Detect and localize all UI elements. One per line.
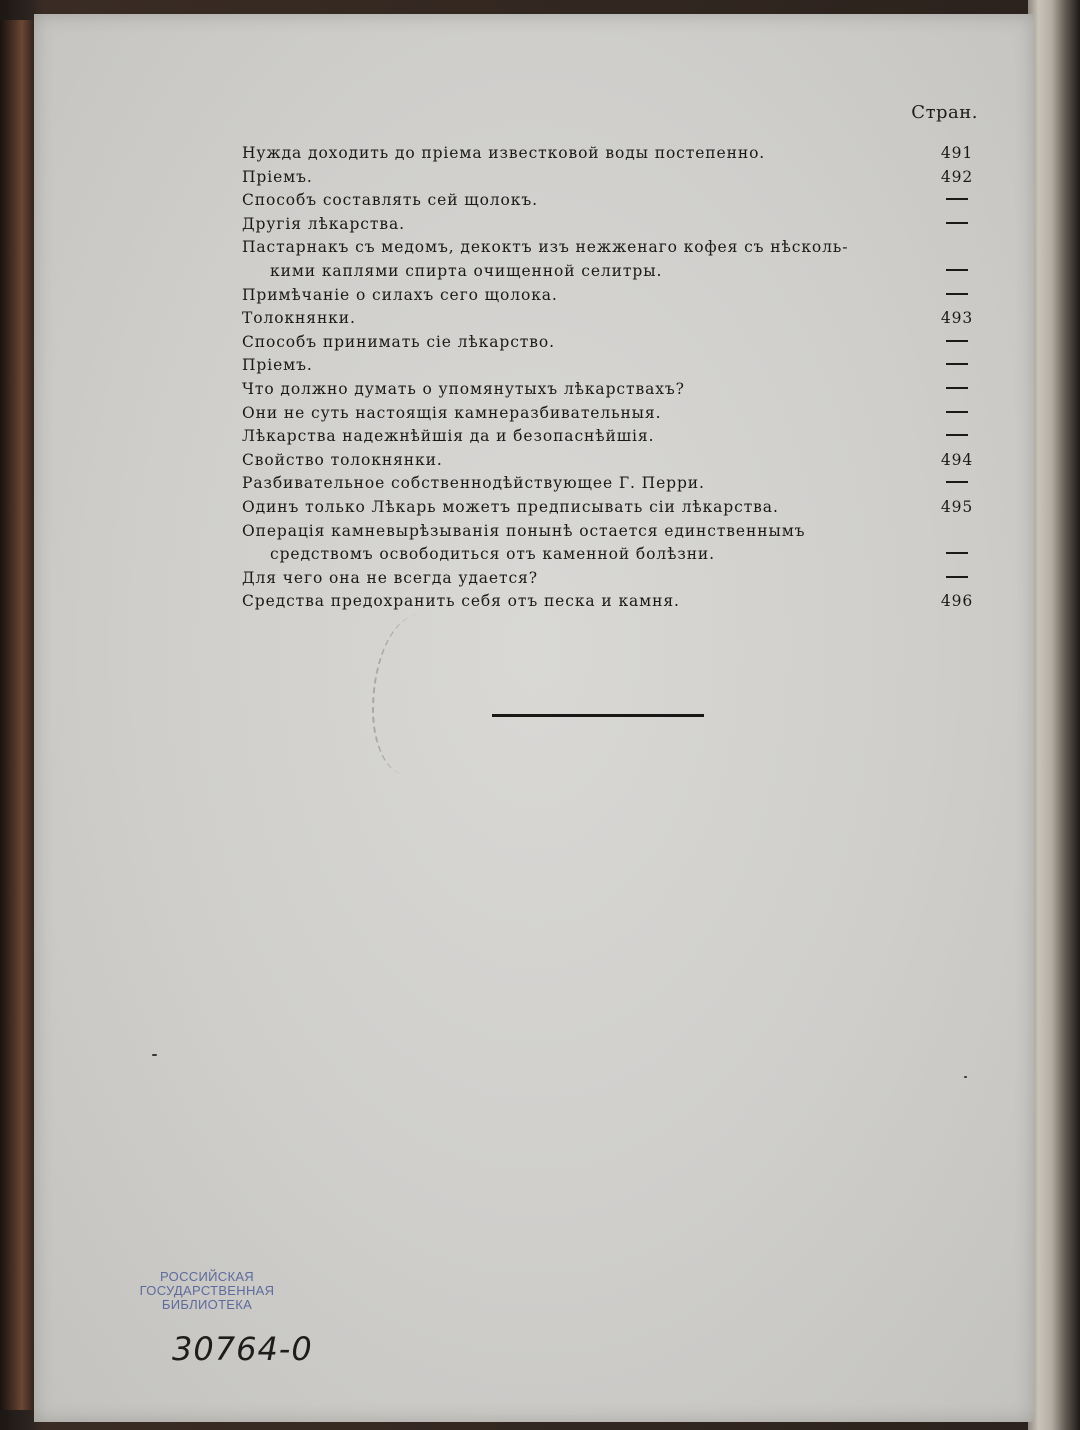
ink-speck bbox=[152, 1054, 157, 1056]
toc-entry-text: Разбивательное собственнодѣйствующее Г. Перри. bbox=[242, 474, 705, 493]
ditto-dash bbox=[946, 198, 968, 200]
toc-entry-page: 495 bbox=[940, 497, 974, 516]
toc-row bbox=[242, 284, 982, 308]
toc-row bbox=[242, 142, 982, 166]
toc-row bbox=[242, 166, 982, 190]
toc-entry-page bbox=[932, 189, 982, 213]
ditto-dash bbox=[946, 411, 968, 413]
toc-entry-text: Пріемъ. bbox=[242, 356, 313, 375]
toc-entry-page bbox=[932, 331, 982, 355]
toc-row bbox=[242, 331, 982, 355]
toc-entry-text: Средства предохранить себя отъ песка и камня. bbox=[242, 592, 680, 611]
ditto-dash bbox=[946, 481, 968, 483]
toc-entry-text: Они не суть настоящія камнеразбивательныя. bbox=[242, 403, 662, 422]
ditto-dash bbox=[946, 293, 968, 295]
toc-entry-page bbox=[932, 354, 982, 378]
ditto-dash bbox=[946, 434, 968, 436]
toc-row bbox=[242, 189, 982, 213]
book-binding-right bbox=[1028, 0, 1080, 1430]
toc-row bbox=[242, 590, 982, 614]
table-of-contents bbox=[242, 142, 982, 614]
ditto-dash bbox=[946, 576, 968, 578]
toc-entry-page bbox=[932, 425, 982, 449]
toc-entry-text: Лѣкарства надежнѣйшія да и безопаснѣйшія. bbox=[242, 427, 655, 446]
ditto-dash bbox=[946, 552, 968, 554]
ditto-dash bbox=[946, 387, 968, 389]
toc-entry-page bbox=[932, 472, 982, 496]
toc-row bbox=[242, 449, 982, 473]
toc-row-continuation bbox=[242, 260, 982, 284]
toc-entry-text: Другія лѣкарства. bbox=[242, 214, 405, 233]
toc-entry-page bbox=[932, 543, 982, 567]
stamp-line: РОССИЙСКАЯ bbox=[160, 1269, 254, 1284]
toc-row bbox=[242, 354, 982, 378]
stamp-line: ГОСУДАРСТВЕННАЯ bbox=[139, 1283, 275, 1298]
toc-entry-page bbox=[932, 260, 982, 284]
paper-crease bbox=[372, 614, 454, 774]
book-page bbox=[34, 14, 1034, 1422]
ditto-dash bbox=[946, 340, 968, 342]
toc-row bbox=[242, 236, 982, 260]
toc-entry-page: 494 bbox=[940, 450, 974, 469]
toc-row bbox=[242, 378, 982, 402]
toc-entry-text: Для чего она не всегда удается? bbox=[242, 568, 538, 587]
toc-row bbox=[242, 402, 982, 426]
ink-speck bbox=[964, 1076, 967, 1078]
section-end-rule bbox=[492, 714, 704, 717]
toc-entry-text: Примѣчаніе о силахъ сего щолока. bbox=[242, 285, 558, 304]
toc-row bbox=[242, 520, 982, 544]
toc-entry-page: 496 bbox=[940, 592, 974, 611]
toc-entry-page: 493 bbox=[940, 309, 974, 328]
ditto-dash bbox=[946, 363, 968, 365]
toc-entry-text: Нужда доходить до пріема известковой воды постепенно. bbox=[242, 144, 766, 162]
toc-entry-page bbox=[932, 402, 982, 426]
toc-entry-text: Одинъ только Лѣкарь можетъ предписывать сіи лѣкарства. bbox=[242, 497, 779, 516]
toc-entry-text: Пріемъ. bbox=[242, 167, 313, 186]
toc-entry-text: Свойство толокнянки. bbox=[242, 450, 443, 469]
ditto-dash bbox=[946, 269, 968, 271]
toc-row bbox=[242, 307, 982, 331]
page-column-header: Стран. bbox=[911, 102, 978, 123]
toc-entry-page bbox=[932, 378, 982, 402]
toc-entry-text: средствомъ освободиться отъ каменной болѣзни. bbox=[270, 545, 715, 564]
toc-row-continuation bbox=[242, 543, 982, 567]
toc-row bbox=[242, 213, 982, 237]
ditto-dash bbox=[946, 222, 968, 224]
toc-entry-page: 492 bbox=[940, 167, 974, 186]
toc-row bbox=[242, 472, 982, 496]
toc-entry-page bbox=[932, 284, 982, 308]
toc-entry-page bbox=[932, 213, 982, 237]
toc-entry-text: Толокнянки. bbox=[242, 309, 356, 328]
library-stamp bbox=[132, 1270, 282, 1312]
toc-row bbox=[242, 425, 982, 449]
toc-entry-text: Что должно думать о упомянутыхъ лѣкарствахъ? bbox=[242, 379, 685, 398]
handwritten-shelfmark: 30764-0 bbox=[172, 1330, 313, 1368]
toc-row bbox=[242, 567, 982, 591]
stamp-line: БИБЛИОТЕКА bbox=[161, 1297, 253, 1312]
toc-entry-text: кими каплями спирта очищенной селитры. bbox=[270, 261, 663, 280]
toc-entry-text: Способъ принимать сіе лѣкарство. bbox=[242, 332, 555, 351]
toc-entry-page: 491 bbox=[940, 144, 974, 162]
toc-entry-text: Способъ составлять сей щолокъ. bbox=[242, 191, 538, 210]
toc-row bbox=[242, 496, 982, 520]
toc-entry-text: Операція камневырѣзыванія понынѣ остается единственнымъ bbox=[242, 521, 806, 540]
toc-entry-page bbox=[932, 567, 982, 591]
toc-entry-text: Пастарнакъ съ медомъ, декоктъ изъ нежженаго кофея съ нѣсколь- bbox=[242, 238, 849, 257]
